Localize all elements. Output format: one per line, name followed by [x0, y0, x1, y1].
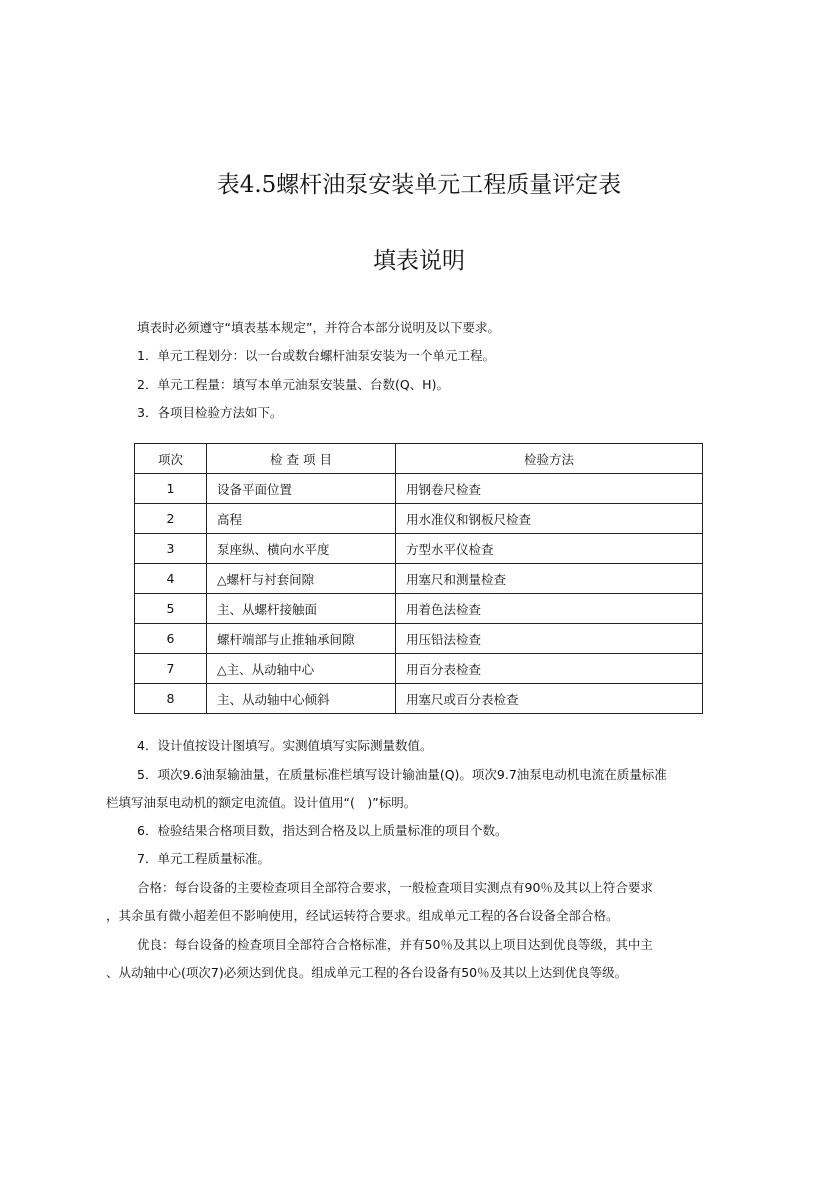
check-method: 用百分表检查 — [396, 654, 703, 684]
note-line: 4．设计值按设计图填写。实测值填写实际测量数值。 — [137, 738, 433, 753]
intro-line: 1．单元工程划分：以一台或数台螺杆油泵安装为一个单元工程。 — [137, 348, 495, 363]
table-row — [135, 624, 703, 654]
check-item: 泵座纵、横向水平度 — [207, 534, 396, 564]
intro-line: 3．各项目检验方法如下。 — [137, 405, 283, 420]
document-subtitle: 填表说明 — [373, 248, 465, 274]
table-row — [135, 654, 703, 684]
check-item: 设备平面位置 — [207, 474, 396, 504]
check-item: 高程 — [207, 504, 396, 534]
item-number: 6 — [135, 624, 207, 654]
inspection-method-table — [134, 443, 703, 714]
table-header-row — [135, 444, 703, 474]
item-number: 2 — [135, 504, 207, 534]
header-cell: 检 查 项 目 — [207, 444, 396, 474]
note-line: ，其余虽有微小超差但不影响使用，经试运转符合要求。组成单元工程的各台设备全部合格。 — [106, 908, 619, 923]
check-method: 用着色法检查 — [396, 594, 703, 624]
table-row — [135, 594, 703, 624]
note-line: 5．项次9.6油泵输油量，在质量标准栏填写设计输油量(Q)。项次9.7油泵电动机电流在质量标准 — [137, 767, 667, 782]
check-method: 用压铅法检查 — [396, 624, 703, 654]
note-line: 7．单元工程质量标准。 — [137, 851, 270, 866]
intro-line: 填表时必须遵守“填表基本规定”，并符合本部分说明及以下要求。 — [137, 320, 500, 335]
intro-line: 2．单元工程量：填写本单元油泵安装量、台数(Q、H)。 — [137, 377, 449, 392]
note-line: 、从动轴中心(项次7)必须达到优良。组成单元工程的各台设备有50％及其以上达到优良等级。 — [106, 965, 628, 980]
table-row — [135, 534, 703, 564]
check-item: 主、从螺杆接触面 — [207, 594, 396, 624]
item-number: 7 — [135, 654, 207, 684]
note-line: 6．检验结果合格项目数，指达到合格及以上质量标准的项目个数。 — [137, 823, 508, 838]
check-method: 用塞尺或百分表检查 — [396, 684, 703, 714]
check-method: 用钢卷尺检查 — [396, 474, 703, 504]
header-cell: 项次 — [135, 444, 207, 474]
table-row — [135, 684, 703, 714]
table-row — [135, 474, 703, 504]
header-cell: 检验方法 — [396, 444, 703, 474]
item-number: 4 — [135, 564, 207, 594]
item-number: 1 — [135, 474, 207, 504]
table-row — [135, 564, 703, 594]
item-number: 5 — [135, 594, 207, 624]
check-item: △主、从动轴中心 — [207, 654, 396, 684]
check-method: 用塞尺和测量检查 — [396, 564, 703, 594]
check-item: △螺杆与衬套间隙 — [207, 564, 396, 594]
check-item: 螺杆端部与止推轴承间隙 — [207, 624, 396, 654]
note-line: 合格：每台设备的主要检查项目全部符合要求，一般检查项目实测点有90％及其以上符合要求 — [137, 880, 653, 895]
item-number: 3 — [135, 534, 207, 564]
check-item: 主、从动轴中心倾斜 — [207, 684, 396, 714]
item-number: 8 — [135, 684, 207, 714]
note-line: 栏填写油泵电动机的额定电流值。设计值用“( )”标明。 — [106, 795, 417, 810]
note-line: 优良：每台设备的检查项目全部符合合格标准，并有50％及其以上项目达到优良等级，其中主 — [137, 937, 653, 952]
check-method: 方型水平仪检查 — [396, 534, 703, 564]
document-title: 表4.5螺杆油泵安装单元工程质量评定表 — [216, 172, 622, 198]
check-method: 用水准仪和钢板尺检查 — [396, 504, 703, 534]
table-row — [135, 504, 703, 534]
